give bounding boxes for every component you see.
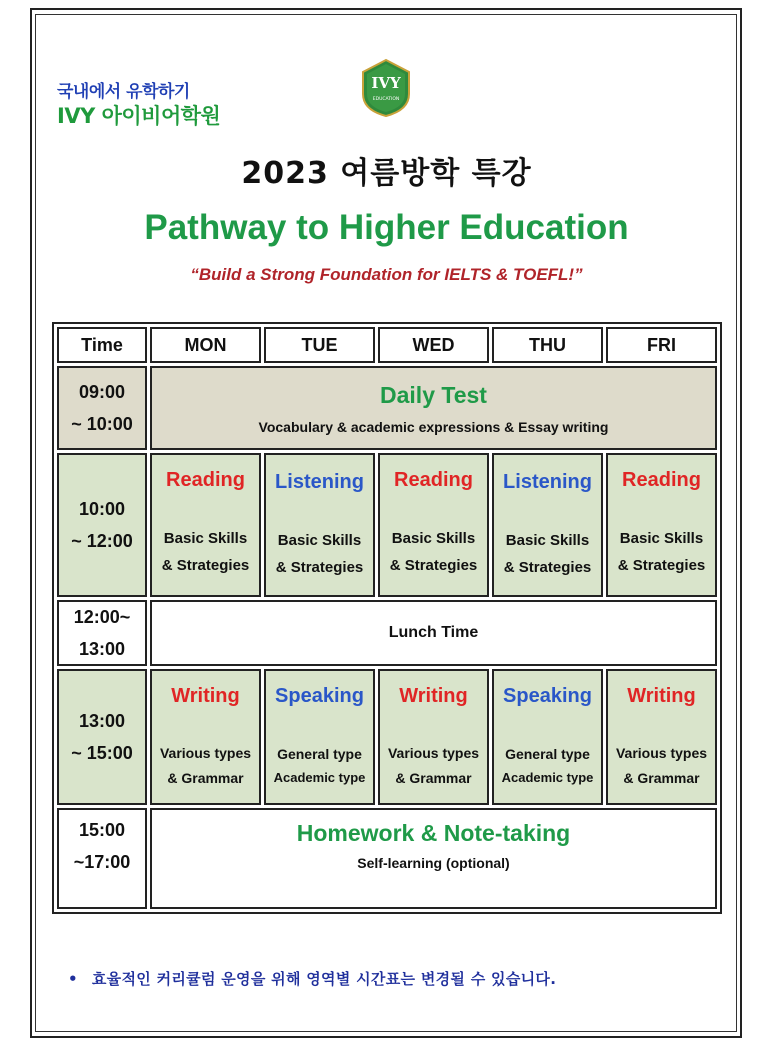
class-cell-wed-morning	[378, 453, 489, 597]
subject-desc: Basic Skills & Strategies	[161, 530, 250, 574]
subject-desc: Basic Skills & Strategies	[503, 532, 592, 576]
daily-test-title: Daily Test	[380, 381, 487, 408]
header-mon: MON	[150, 327, 261, 363]
class-cell-tue-morning	[264, 453, 375, 597]
class-cell-mon-morning	[150, 453, 261, 597]
daily-test-desc: Vocabulary & academic expressions & Essay writing	[258, 418, 609, 435]
subject-label: Writing	[399, 685, 468, 707]
subject-desc: General type Academic type	[273, 746, 366, 785]
subject-desc: Basic Skills & Strategies	[389, 530, 478, 574]
time-end: ~17:00	[73, 852, 131, 872]
time-cell-lunch	[57, 600, 147, 666]
subject-label: Reading	[394, 469, 473, 491]
time-start: 09:00	[78, 382, 126, 402]
page-subtitle: Pathway to Higher Education	[144, 208, 629, 247]
subject-desc: Basic Skills & Strategies	[617, 530, 706, 574]
logo-text: IVY	[371, 74, 401, 92]
time-cell-daily-test	[57, 366, 147, 450]
subject-desc: Various types & Grammar	[615, 745, 708, 786]
class-cell-fri-morning	[606, 453, 717, 597]
class-cell-thu-morning	[492, 453, 603, 597]
subject-label: Listening	[275, 471, 364, 493]
footer-note-text: 효율적인 커리큘럼 운영을 위해 영역별 시간표는 변경될 수 있습니다.	[91, 970, 557, 988]
subject-desc: General type Academic type	[501, 746, 594, 785]
time-cell-morning	[57, 453, 147, 597]
header-thu: THU	[492, 327, 603, 363]
class-cell-tue-afternoon	[264, 669, 375, 805]
homework-desc: Self-learning (optional)	[357, 855, 510, 871]
header-fri: FRI	[606, 327, 717, 363]
header-wed: WED	[378, 327, 489, 363]
lunch-label: Lunch Time	[388, 624, 479, 641]
time-end: ~ 12:00	[71, 531, 133, 551]
header-time: Time	[57, 327, 147, 363]
subject-desc: Various types & Grammar	[159, 745, 252, 786]
time-cell-afternoon	[57, 669, 147, 805]
time-start: 13:00	[78, 711, 126, 731]
footer-note	[68, 968, 556, 989]
subject-desc: Various types & Grammar	[387, 745, 480, 786]
lunch-cell	[150, 600, 717, 666]
class-cell-fri-afternoon	[606, 669, 717, 805]
subject-label: Listening	[503, 471, 592, 493]
time-end: ~ 15:00	[71, 743, 133, 763]
time-start: 15:00	[78, 820, 126, 840]
subject-label: Speaking	[503, 685, 592, 707]
ivy-logo-icon	[360, 58, 412, 118]
time-cell-homework	[57, 808, 147, 909]
class-cell-wed-afternoon	[378, 669, 489, 805]
time-start: 12:00~	[73, 607, 131, 627]
class-cell-mon-afternoon	[150, 669, 261, 805]
logo-subtext: EDUCATION	[372, 97, 400, 102]
daily-test-cell	[150, 366, 717, 450]
academy-name: IVY 아이비어학원	[57, 104, 221, 128]
subject-label: Reading	[622, 469, 701, 491]
homework-title: Homework & Note-taking	[296, 820, 571, 846]
subject-label: Reading	[166, 469, 245, 491]
subject-desc: Basic Skills & Strategies	[275, 532, 364, 576]
header-tue: TUE	[264, 327, 375, 363]
page-title: 2023 여름방학 특강	[241, 156, 532, 191]
subject-label: Writing	[171, 685, 240, 707]
academy-tagline: 국내에서 유학하기	[57, 82, 190, 102]
slogan: “Build a Strong Foundation for IELTS & TOEFL!”	[190, 265, 583, 284]
time-end: ~ 10:00	[71, 414, 133, 434]
homework-cell	[150, 808, 717, 909]
time-start: 10:00	[78, 499, 126, 519]
bullet-icon: •	[68, 970, 78, 988]
subject-label: Writing	[627, 685, 696, 707]
class-cell-thu-afternoon	[492, 669, 603, 805]
subject-label: Speaking	[275, 685, 364, 707]
time-end: 13:00	[78, 639, 126, 659]
